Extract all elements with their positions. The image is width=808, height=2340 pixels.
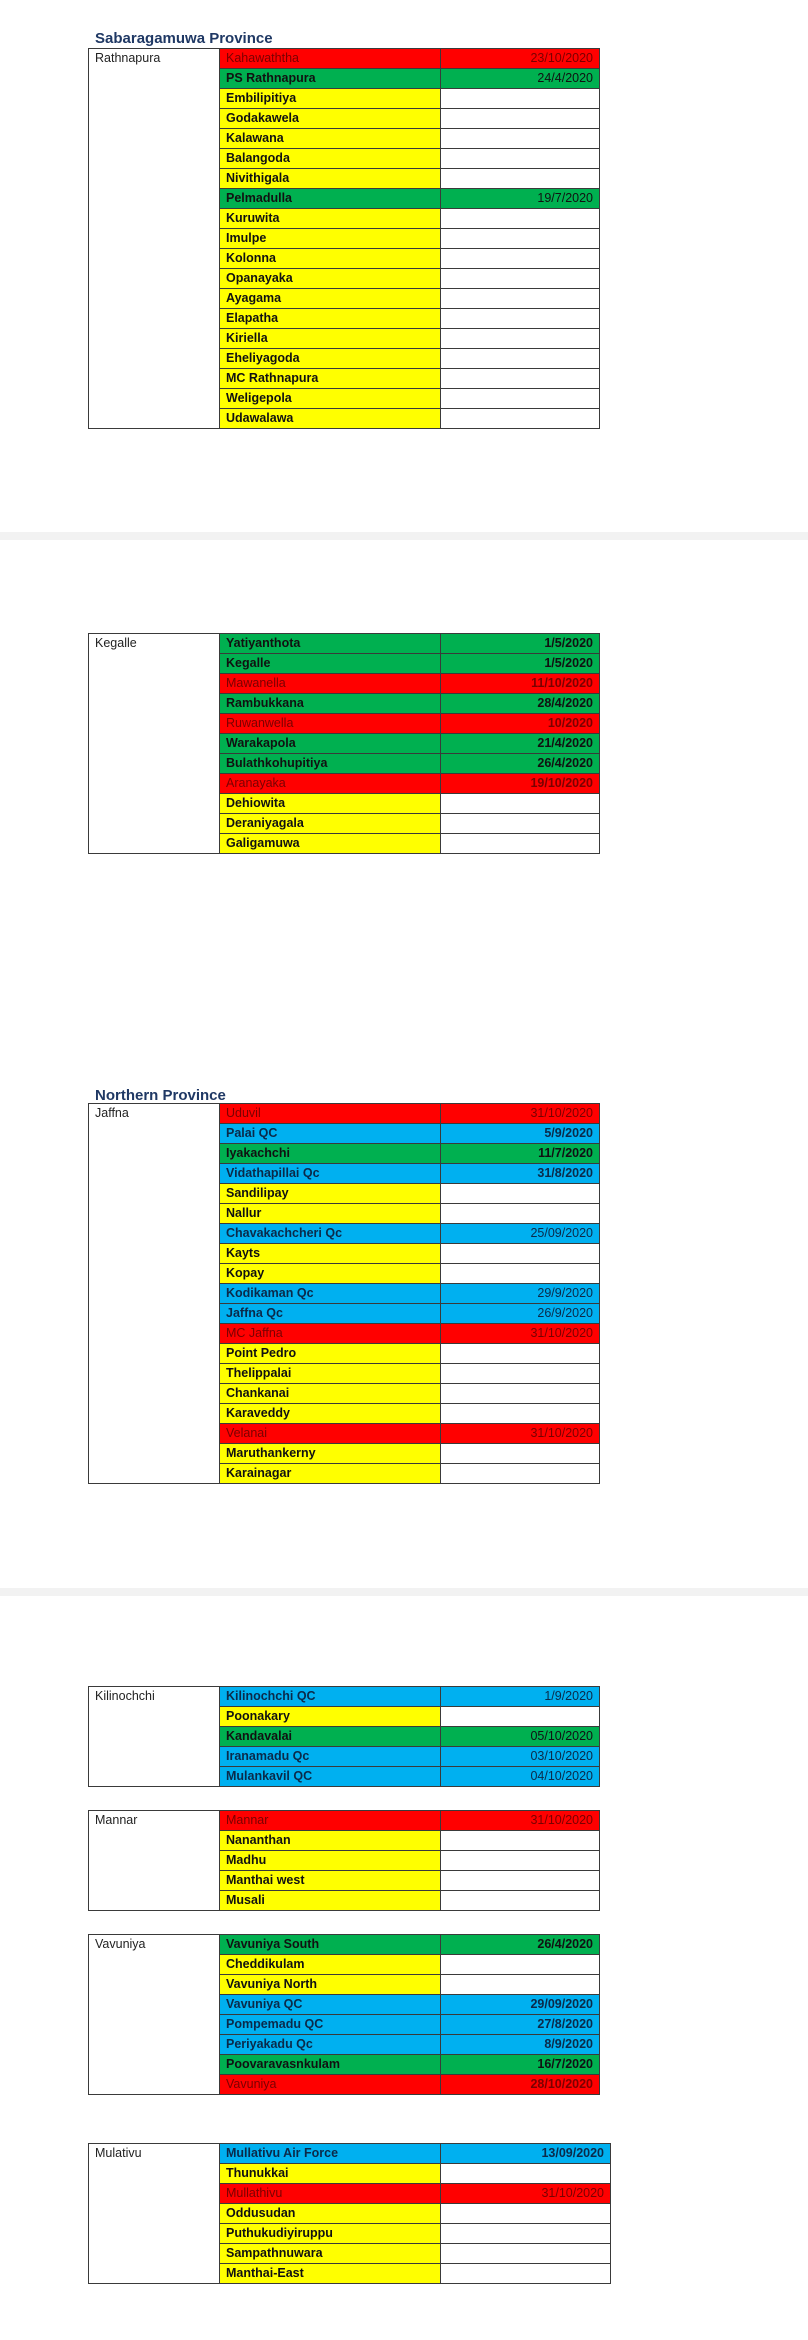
lockdown-date: 23/10/2020: [441, 49, 600, 69]
lockdown-date: 29/9/2020: [441, 1284, 600, 1304]
area-name: Mannar: [220, 1811, 441, 1831]
area-name: Nivithigala: [220, 169, 441, 189]
lockdown-date: 03/10/2020: [441, 1747, 600, 1767]
area-name: Kuruwita: [220, 209, 441, 229]
lockdown-date: 31/10/2020: [441, 1324, 600, 1344]
district-name: Vavuniya: [89, 1935, 220, 2095]
lockdown-date: 31/10/2020: [441, 1424, 600, 1444]
lockdown-date: 26/9/2020: [441, 1304, 600, 1324]
area-name: Thelippalai: [220, 1364, 441, 1384]
lockdown-date: 1/5/2020: [441, 634, 600, 654]
lockdown-date: 11/10/2020: [441, 674, 600, 694]
area-name: Madhu: [220, 1851, 441, 1871]
district-table-jaffna: [88, 1103, 600, 1484]
area-name: Poonakary: [220, 1707, 441, 1727]
lockdown-date: 04/10/2020: [441, 1767, 600, 1787]
lockdown-date: 25/09/2020: [441, 1224, 600, 1244]
lockdown-date: 27/8/2020: [441, 2015, 600, 2035]
table-row: [89, 2144, 611, 2164]
page-separator: [0, 532, 808, 540]
area-name: PS Rathnapura: [220, 69, 441, 89]
area-name: Nallur: [220, 1204, 441, 1224]
lockdown-date: [441, 1264, 600, 1284]
district-name: Kegalle: [89, 634, 220, 854]
lockdown-date: 31/10/2020: [441, 1104, 600, 1124]
lockdown-date: [441, 1831, 600, 1851]
lockdown-date: 5/9/2020: [441, 1124, 600, 1144]
area-name: Udawalawa: [220, 409, 441, 429]
lockdown-date: [441, 2244, 611, 2264]
area-name: Warakapola: [220, 734, 441, 754]
area-name: Galigamuwa: [220, 834, 441, 854]
lockdown-date: [441, 2264, 611, 2284]
area-name: Point Pedro: [220, 1344, 441, 1364]
lockdown-date: 10/2020: [441, 714, 600, 734]
lockdown-date: 26/4/2020: [441, 754, 600, 774]
area-name: Sandilipay: [220, 1184, 441, 1204]
table-row: [89, 49, 600, 69]
area-name: Karaveddy: [220, 1404, 441, 1424]
lockdown-date: [441, 1444, 600, 1464]
lockdown-date: [441, 389, 600, 409]
area-name: Vavuniya: [220, 2075, 441, 2095]
district-table-vavuniya: [88, 1934, 600, 2095]
area-name: Chankanai: [220, 1384, 441, 1404]
area-name: Kodikaman Qc: [220, 1284, 441, 1304]
area-name: Iyakachchi: [220, 1144, 441, 1164]
area-name: Sampathnuwara: [220, 2244, 441, 2264]
area-name: Kandavalai: [220, 1727, 441, 1747]
area-name: Vavuniya North: [220, 1975, 441, 1995]
lockdown-date: [441, 2224, 611, 2244]
lockdown-date: 28/10/2020: [441, 2075, 600, 2095]
table-row: [89, 1811, 600, 1831]
lockdown-date: [441, 1851, 600, 1871]
district-table-kegalle: [88, 633, 600, 854]
area-name: Poovaravasnkulam: [220, 2055, 441, 2075]
area-name: Eheliyagoda: [220, 349, 441, 369]
lockdown-date: 19/7/2020: [441, 189, 600, 209]
area-name: Kilinochchi QC: [220, 1687, 441, 1707]
area-name: Ayagama: [220, 289, 441, 309]
area-name: Vavuniya South: [220, 1935, 441, 1955]
area-name: Kahawaththa: [220, 49, 441, 69]
district-name: Kilinochchi: [89, 1687, 220, 1787]
district-name: Mulativu: [89, 2144, 220, 2284]
area-name: Aranayaka: [220, 774, 441, 794]
area-name: Mullathivu: [220, 2184, 441, 2204]
area-name: Karainagar: [220, 1464, 441, 1484]
area-name: Godakawela: [220, 109, 441, 129]
lockdown-date: [441, 109, 600, 129]
lockdown-date: [441, 2164, 611, 2184]
area-name: Kolonna: [220, 249, 441, 269]
area-name: Elapatha: [220, 309, 441, 329]
lockdown-date: 29/09/2020: [441, 1995, 600, 2015]
lockdown-date: [441, 129, 600, 149]
lockdown-date: [441, 169, 600, 189]
area-name: Balangoda: [220, 149, 441, 169]
area-name: Nananthan: [220, 1831, 441, 1851]
lockdown-date: [441, 1204, 600, 1224]
lockdown-date: [441, 834, 600, 854]
lockdown-date: [441, 1891, 600, 1911]
lockdown-date: 11/7/2020: [441, 1144, 600, 1164]
area-name: Manthai-East: [220, 2264, 441, 2284]
lockdown-date: [441, 149, 600, 169]
area-name: Opanayaka: [220, 269, 441, 289]
lockdown-date: [441, 89, 600, 109]
area-name: Kopay: [220, 1264, 441, 1284]
district-table-mulativu: [88, 2143, 611, 2284]
lockdown-date: [441, 814, 600, 834]
table-row: [89, 634, 600, 654]
area-name: Ruwanwella: [220, 714, 441, 734]
area-name: Cheddikulam: [220, 1955, 441, 1975]
area-name: Kiriella: [220, 329, 441, 349]
district-name: Mannar: [89, 1811, 220, 1911]
area-name: Yatiyanthota: [220, 634, 441, 654]
district-name: Rathnapura: [89, 49, 220, 429]
lockdown-date: 21/4/2020: [441, 734, 600, 754]
lockdown-date: [441, 1955, 600, 1975]
lockdown-date: [441, 329, 600, 349]
lockdown-date: [441, 209, 600, 229]
area-name: Kalawana: [220, 129, 441, 149]
area-name: Pelmadulla: [220, 189, 441, 209]
area-name: Musali: [220, 1891, 441, 1911]
page-separator: [0, 1588, 808, 1596]
area-name: Iranamadu Qc: [220, 1747, 441, 1767]
lockdown-date: 28/4/2020: [441, 694, 600, 714]
table-row: [89, 1935, 600, 1955]
lockdown-date: [441, 289, 600, 309]
lockdown-date: 26/4/2020: [441, 1935, 600, 1955]
area-name: Vavuniya QC: [220, 1995, 441, 2015]
lockdown-date: [441, 1871, 600, 1891]
area-name: Embilipitiya: [220, 89, 441, 109]
lockdown-date: [441, 349, 600, 369]
area-name: Maruthankerny: [220, 1444, 441, 1464]
province-title: Northern Province: [95, 1087, 226, 1104]
lockdown-date: [441, 249, 600, 269]
lockdown-date: 1/9/2020: [441, 1687, 600, 1707]
lockdown-date: 31/8/2020: [441, 1164, 600, 1184]
district-table-rathnapura: [88, 48, 600, 429]
lockdown-date: [441, 1404, 600, 1424]
lockdown-date: [441, 229, 600, 249]
area-name: Bulathkohupitiya: [220, 754, 441, 774]
area-name: Oddusudan: [220, 2204, 441, 2224]
area-name: Rambukkana: [220, 694, 441, 714]
area-name: Velanai: [220, 1424, 441, 1444]
district-table-kilinochchi: [88, 1686, 600, 1787]
lockdown-date: [441, 1364, 600, 1384]
lockdown-date: [441, 269, 600, 289]
table-row: [89, 1104, 600, 1124]
lockdown-date: 8/9/2020: [441, 2035, 600, 2055]
lockdown-date: [441, 309, 600, 329]
lockdown-date: [441, 1384, 600, 1404]
lockdown-date: 1/5/2020: [441, 654, 600, 674]
lockdown-date: 05/10/2020: [441, 1727, 600, 1747]
lockdown-date: [441, 1464, 600, 1484]
area-name: MC Rathnapura: [220, 369, 441, 389]
lockdown-date: 31/10/2020: [441, 1811, 600, 1831]
area-name: Manthai west: [220, 1871, 441, 1891]
area-name: Mawanella: [220, 674, 441, 694]
lockdown-date: 24/4/2020: [441, 69, 600, 89]
area-name: Vidathapillai Qc: [220, 1164, 441, 1184]
table-row: [89, 1687, 600, 1707]
area-name: Deraniyagala: [220, 814, 441, 834]
lockdown-date: 13/09/2020: [441, 2144, 611, 2164]
lockdown-date: 19/10/2020: [441, 774, 600, 794]
area-name: Chavakachcheri Qc: [220, 1224, 441, 1244]
area-name: Pompemadu QC: [220, 2015, 441, 2035]
lockdown-date: 16/7/2020: [441, 2055, 600, 2075]
area-name: Palai QC: [220, 1124, 441, 1144]
lockdown-date: [441, 409, 600, 429]
area-name: Kayts: [220, 1244, 441, 1264]
lockdown-date: [441, 1707, 600, 1727]
lockdown-date: [441, 1975, 600, 1995]
area-name: Thunukkai: [220, 2164, 441, 2184]
area-name: Imulpe: [220, 229, 441, 249]
lockdown-date: [441, 1244, 600, 1264]
district-name: Jaffna: [89, 1104, 220, 1484]
area-name: Kegalle: [220, 654, 441, 674]
lockdown-date: [441, 794, 600, 814]
area-name: Mulankavil QC: [220, 1767, 441, 1787]
lockdown-date: [441, 2204, 611, 2224]
area-name: Periyakadu Qc: [220, 2035, 441, 2055]
lockdown-date: 31/10/2020: [441, 2184, 611, 2204]
lockdown-date: [441, 1184, 600, 1204]
district-table-mannar: [88, 1810, 600, 1911]
area-name: Weligepola: [220, 389, 441, 409]
area-name: Puthukudiyiruppu: [220, 2224, 441, 2244]
area-name: Uduvil: [220, 1104, 441, 1124]
lockdown-date: [441, 369, 600, 389]
area-name: Mullativu Air Force: [220, 2144, 441, 2164]
area-name: MC Jaffna: [220, 1324, 441, 1344]
lockdown-date: [441, 1344, 600, 1364]
area-name: Jaffna Qc: [220, 1304, 441, 1324]
area-name: Dehiowita: [220, 794, 441, 814]
province-title: Sabaragamuwa Province: [95, 30, 273, 47]
